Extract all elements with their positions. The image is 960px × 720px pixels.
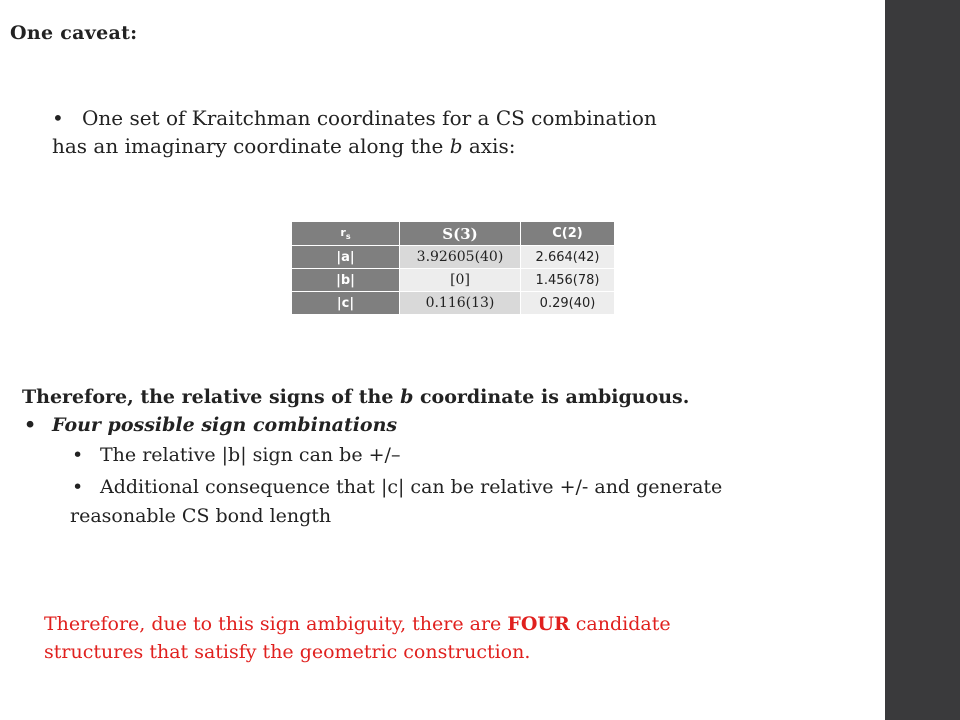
bullet-marker: •	[72, 476, 84, 498]
caveat-text-line2-pre: has an imaginary coordinate along the	[52, 134, 450, 158]
right-sidebar-bar	[885, 0, 960, 720]
bullet-marker: •	[72, 444, 84, 466]
header-rs-sub: s	[345, 232, 351, 242]
cell-a-s3: 3.92605(40)	[400, 246, 521, 269]
caveat-axis-b: b	[449, 134, 463, 158]
sign-combinations-text: Four possible sign combinations	[52, 414, 398, 436]
b-sign-bullet	[72, 444, 400, 466]
sign-combinations-bullet	[24, 414, 397, 436]
cell-b-s3: [0]	[400, 269, 521, 292]
cell-c-s3: 0.116(13)	[400, 292, 521, 315]
header-s3: S(3)	[400, 222, 521, 246]
bullet-marker: •	[24, 414, 37, 436]
table-row	[292, 292, 615, 315]
c-sign-bullet	[72, 473, 832, 531]
kraitchman-table	[291, 221, 615, 315]
b-sign-text: The relative |b| sign can be +/–	[100, 444, 401, 466]
ambiguity-statement: Therefore, the relative signs of the b coordinate is ambiguous.	[22, 386, 690, 408]
slide-heading: One caveat:	[10, 22, 138, 44]
cell-b-c2: 1.456(78)	[521, 269, 615, 292]
bullet-marker: •	[52, 106, 64, 130]
cell-a-c2: 2.664(42)	[521, 246, 615, 269]
conclusion-line2: structures that satisfy the geometric construction.	[44, 641, 531, 663]
ambiguity-axis-b: b	[400, 386, 414, 408]
row-label-c: |c|	[292, 292, 400, 315]
conclusion-emphasis: FOUR	[507, 613, 570, 635]
table-header-row	[292, 222, 615, 246]
header-rs: $r_s$	[292, 222, 400, 246]
table-row	[292, 269, 615, 292]
conclusion-text: Therefore, due to this sign ambiguity, there are FOUR candidate structures that satisfy the geometric construction.	[44, 613, 671, 663]
caveat-text-line2-post: axis:	[462, 134, 516, 158]
table-row	[292, 246, 615, 269]
c-sign-text-line2: reasonable CS bond length	[70, 505, 332, 527]
c-sign-text-line1: Additional consequence that |c| can be relative +/- and generate	[100, 476, 723, 498]
caveat-bullet	[52, 104, 752, 160]
header-c2: C(2)	[521, 222, 615, 246]
caveat-text-line1: One set of Kraitchman coordinates for a CS combination	[82, 106, 657, 130]
row-label-a: |a|	[292, 246, 400, 269]
row-label-b: |b|	[292, 269, 400, 292]
cell-c-c2: 0.29(40)	[521, 292, 615, 315]
